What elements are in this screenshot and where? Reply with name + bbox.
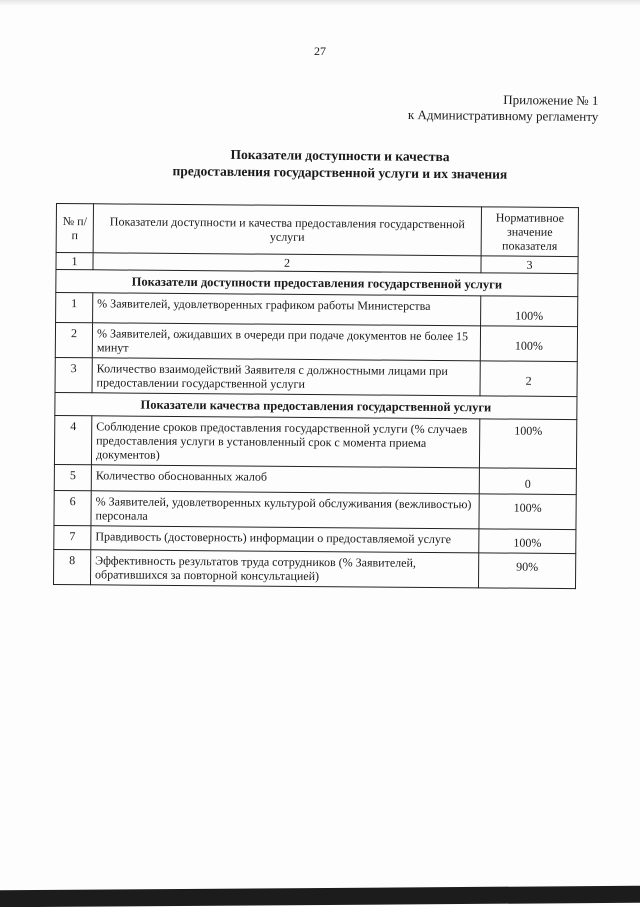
row-value: 90% — [478, 553, 575, 589]
table-row — [54, 490, 576, 529]
row-value: 0 — [479, 468, 576, 495]
row-num: 2 — [55, 323, 92, 358]
row-indicator: Количество обоснованных жалоб — [91, 465, 479, 494]
indicators-table-wrapper — [53, 203, 579, 589]
row-num: 7 — [54, 525, 91, 549]
appendix-line-2: к Административному регламенту — [407, 107, 598, 124]
row-indicator: % Заявителей, ожидавших в очереди при подаче документов не более 15 минут — [92, 323, 480, 361]
row-num: 4 — [54, 415, 91, 464]
table-row — [54, 464, 576, 494]
table-header-row — [56, 204, 578, 257]
row-value: 100% — [479, 419, 576, 469]
table-row — [54, 549, 576, 588]
table-row — [54, 415, 576, 468]
table-row — [55, 323, 577, 362]
row-value: 100% — [479, 529, 576, 554]
header-indicator: Показатели доступности и качества предоставления государственной услуги — [93, 204, 481, 256]
title-line-2: предоставления государственной услуги и их значения — [172, 163, 508, 182]
row-indicator: % Заявителей, удовлетворенных культурой обслуживания (вежливостью) персонала — [91, 491, 479, 529]
row-value: 100% — [480, 326, 577, 362]
appendix-note — [407, 91, 598, 125]
row-num: 1 — [56, 293, 93, 323]
column-index-2: 2 — [93, 253, 481, 273]
row-num: 5 — [54, 464, 91, 490]
header-value: Нормативное значение показателя — [481, 207, 578, 257]
row-num: 3 — [55, 357, 92, 392]
title-line-1: Показатели доступности и качества — [230, 146, 450, 165]
indicators-table — [53, 203, 579, 589]
row-indicator: Эффективность результатов труда сотрудников (% Заявителей, обратившихся за повторной консультацией) — [91, 550, 479, 588]
row-num: 6 — [54, 490, 91, 525]
row-indicator: Количество взаимодействий Заявителя с должностными лицами при предоставлении государственной услуги — [92, 358, 480, 396]
column-index-3: 3 — [481, 256, 578, 274]
scan-edge-bottom — [0, 886, 640, 907]
scan-edge-top — [0, 0, 640, 6]
row-value: 2 — [480, 361, 577, 397]
page-number: 27 — [314, 44, 326, 58]
row-indicator: % Заявителей, удовлетворенных графиком работы Министерства — [93, 293, 481, 326]
table-row — [56, 293, 578, 327]
column-index-1: 1 — [56, 253, 93, 270]
row-indicator: Правдивость (достоверность) информации о предоставляемой услуге — [91, 526, 479, 553]
row-value: 100% — [479, 494, 576, 530]
section-title: Показатели качества предоставления государственной услуги — [55, 392, 577, 419]
section-title: Показатели доступности предоставления государственной услуги — [56, 270, 578, 297]
appendix-line-1: Приложение № 1 — [502, 92, 599, 108]
table-row — [55, 357, 577, 396]
header-num: № п/п — [56, 204, 93, 253]
row-num: 8 — [54, 549, 91, 584]
row-value: 100% — [481, 296, 578, 327]
document-title — [90, 144, 590, 183]
row-indicator: Соблюдение сроков предоставления государственной услуги (% случаев предоставления услуги в установленный срок с момента приема документов) — [91, 416, 479, 468]
